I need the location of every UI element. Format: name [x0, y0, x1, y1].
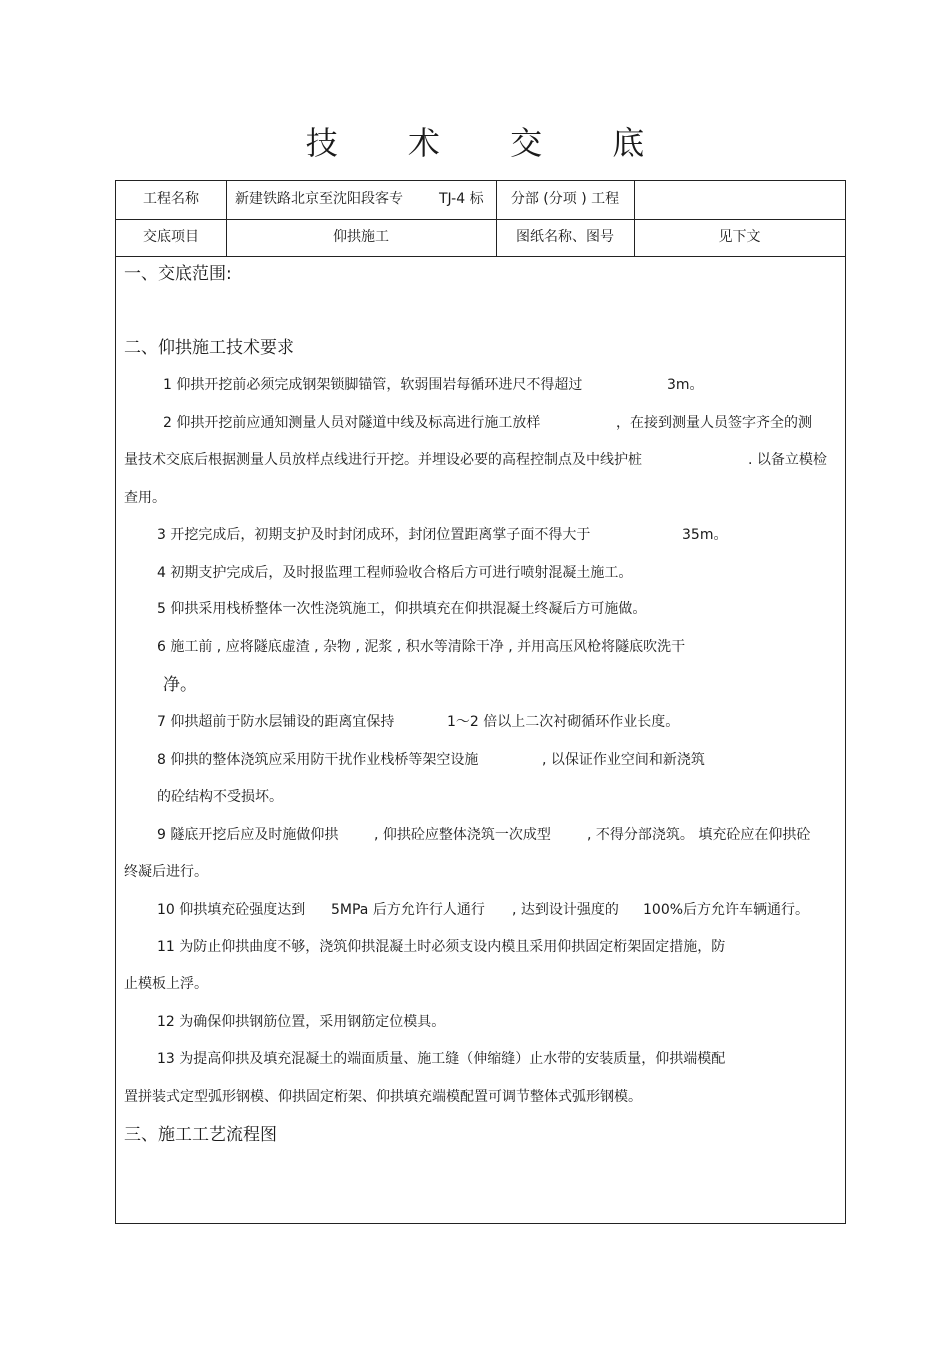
requirement-line: 终凝后进行。 [124, 864, 208, 880]
requirement-line: , 达到设计强度的 [512, 902, 619, 918]
item-value: 仰拱施工 [333, 229, 389, 245]
requirement-line: , 不得分部浇筑。 填充砼应在仰拱砼 [587, 827, 811, 843]
requirement-line: 13 为提高仰拱及填充混凝土的端面质量、施工缝（伸缩缝）止水带的安装质量，仰拱端模配 [157, 1051, 726, 1067]
requirement-line: 3m。 [667, 377, 704, 393]
requirement-line: 置拼装式定型弧形钢模、仰拱固定桁架、仰拱填充端模配置可调节整体式弧形钢模。 [124, 1089, 642, 1105]
requirement-line: 100%后方允许车辆通行。 [643, 902, 810, 918]
drawing-value: 见下文 [718, 229, 761, 245]
section-heading: 一、交底范围: [124, 264, 232, 284]
row-divider [116, 256, 845, 257]
project-name-label: 工程名称 [143, 191, 199, 207]
document-title: 技 术 交 底 [305, 124, 675, 162]
project-section-value: TJ-4 标 [439, 191, 484, 207]
requirement-line: 11 为防止仰拱曲度不够，浇筑仰拱混凝土时必须支设内模且采用仰拱固定桁架固定措施，防 [157, 939, 726, 955]
requirement-line: 量技术交底后根据测量人员放样点线进行开挖。并埋设必要的高程控制点及中线护桩 [124, 452, 642, 468]
requirement-line: 3 开挖完成后，初期支护及时封闭成环，封闭位置距离掌子面不得大于 [157, 527, 591, 543]
drawing-label: 图纸名称、图号 [516, 229, 614, 245]
subproject-label: 分部 (分项 ) 工程 [510, 191, 620, 207]
requirement-line: 4 初期支护完成后，及时报监理工程师验收合格后方可进行喷射混凝土施工。 [157, 565, 633, 581]
requirement-line: , 仰拱砼应整体浇筑一次成型 [374, 827, 551, 843]
requirement-line: 5MPa 后方允许行人通行 [331, 902, 485, 918]
requirement-line: 1 仰拱开挖前必须完成钢架锁脚锚管，软弱围岩每循环进尺不得超过 [163, 377, 583, 393]
requirement-line: . 以备立模检 [748, 452, 827, 468]
requirement-line: 查用。 [124, 490, 166, 506]
requirement-line: 止模板上浮。 [124, 976, 208, 992]
requirement-line: 35m。 [682, 527, 728, 543]
requirement-line: 8 仰拱的整体浇筑应采用防干扰作业栈桥等架空设施 [157, 752, 479, 768]
project-name-value: 新建铁路北京至沈阳段客专 [235, 191, 403, 207]
requirement-line: ，在接到测量人员签字齐全的测 [616, 415, 812, 431]
requirement-line: 12 为确保仰拱钢筋位置，采用钢筋定位模具。 [157, 1014, 446, 1030]
requirement-line: 9 隧底开挖后应及时施做仰拱 [157, 827, 339, 843]
section-heading: 三、施工工艺流程图 [124, 1125, 277, 1145]
requirement-line: 1～2 倍以上二次衬砌循环作业长度。 [447, 714, 680, 730]
requirement-line: , 以保证作业空间和新浇筑 [542, 752, 705, 768]
requirement-line: 7 仰拱超前于防水层铺设的距离宜保持 [157, 714, 395, 730]
requirement-line: 净。 [163, 675, 197, 695]
item-label: 交底项目 [143, 229, 199, 245]
requirement-line: 10 仰拱填充砼强度达到 [157, 902, 306, 918]
requirement-line: 的砼结构不受损坏。 [157, 789, 283, 805]
requirement-line: 5 仰拱采用栈桥整体一次性浇筑施工，仰拱填充在仰拱混凝土终凝后方可施做。 [157, 601, 647, 617]
section-heading: 二、仰拱施工技术要求 [124, 338, 294, 358]
requirement-line: 6 施工前 , 应将隧底虚渣 , 杂物 , 泥浆 , 积水等清除干净 , 并用高压风枪将隧底吹洗干 [157, 639, 686, 655]
requirement-line: 2 仰拱开挖前应通知测量人员对隧道中线及标高进行施工放样 [163, 415, 541, 431]
